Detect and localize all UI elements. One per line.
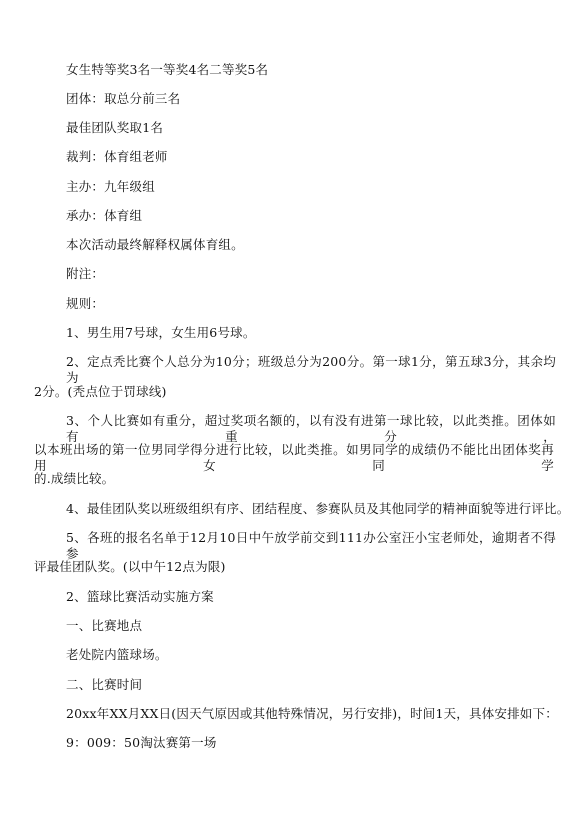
text-line: 老处院内篮球场。 [66, 647, 168, 662]
text-line: 以本班出场的第一位男同学得分进行比较，以此类推。如男同学的成绩仍不能比出团体奖再用女同学 [34, 442, 554, 473]
text-line: 规则： [66, 296, 105, 311]
text-line: 承办：体育组 [66, 208, 143, 223]
text-line: 裁判：体育组老师 [66, 149, 168, 164]
text-line: 最佳团队奖取1名 [66, 120, 164, 135]
text-line: 评最佳团队奖。(以中午12点为限) [34, 559, 226, 574]
text-line: 3、个人比赛如有重分，超过奖项名额的，以有没有进第一球比较，以此类推。团体如有重分， [66, 413, 556, 444]
text-line: 20xx年XX月XX日(因天气原因或其他特殊情况，另行安排)，时间1天，具体安排如下： [66, 706, 558, 721]
text-line: 4、最佳团队奖以班级组织有序、团结程度、参赛队员及其他同学的精神面貌等进行评比。 [66, 501, 570, 516]
text-line: 二、比赛时间 [66, 677, 143, 692]
text-line: 9：009：50淘汰赛第一场 [66, 735, 217, 750]
text-line: 一、比赛地点 [66, 618, 143, 633]
text-line: 2、定点秃比赛个人总分为10分；班级总分为200分。第一球1分，第五球3分，其余均为 [66, 354, 556, 385]
text-line: 5、各班的报名名单于12月10日中午放学前交到111办公室汪小宝老师处，逾期者不得参 [66, 530, 556, 561]
text-line: 女生特等奖3名一等奖4名二等奖5名 [66, 62, 269, 77]
text-line: 1、男生用7号球，女生用6号球。 [66, 325, 256, 340]
text-line: 团体：取总分前三名 [66, 91, 181, 106]
text-line: 主办：九年级组 [66, 179, 155, 194]
text-line: 本次活动最终解释权属体育组。 [66, 237, 244, 252]
text-line: 的.成绩比较。 [34, 471, 115, 486]
text-line: 2、篮球比赛活动实施方案 [66, 589, 214, 604]
text-line: 附注： [66, 266, 105, 281]
text-line: 2分。(秃点位于罚球线) [34, 384, 167, 399]
